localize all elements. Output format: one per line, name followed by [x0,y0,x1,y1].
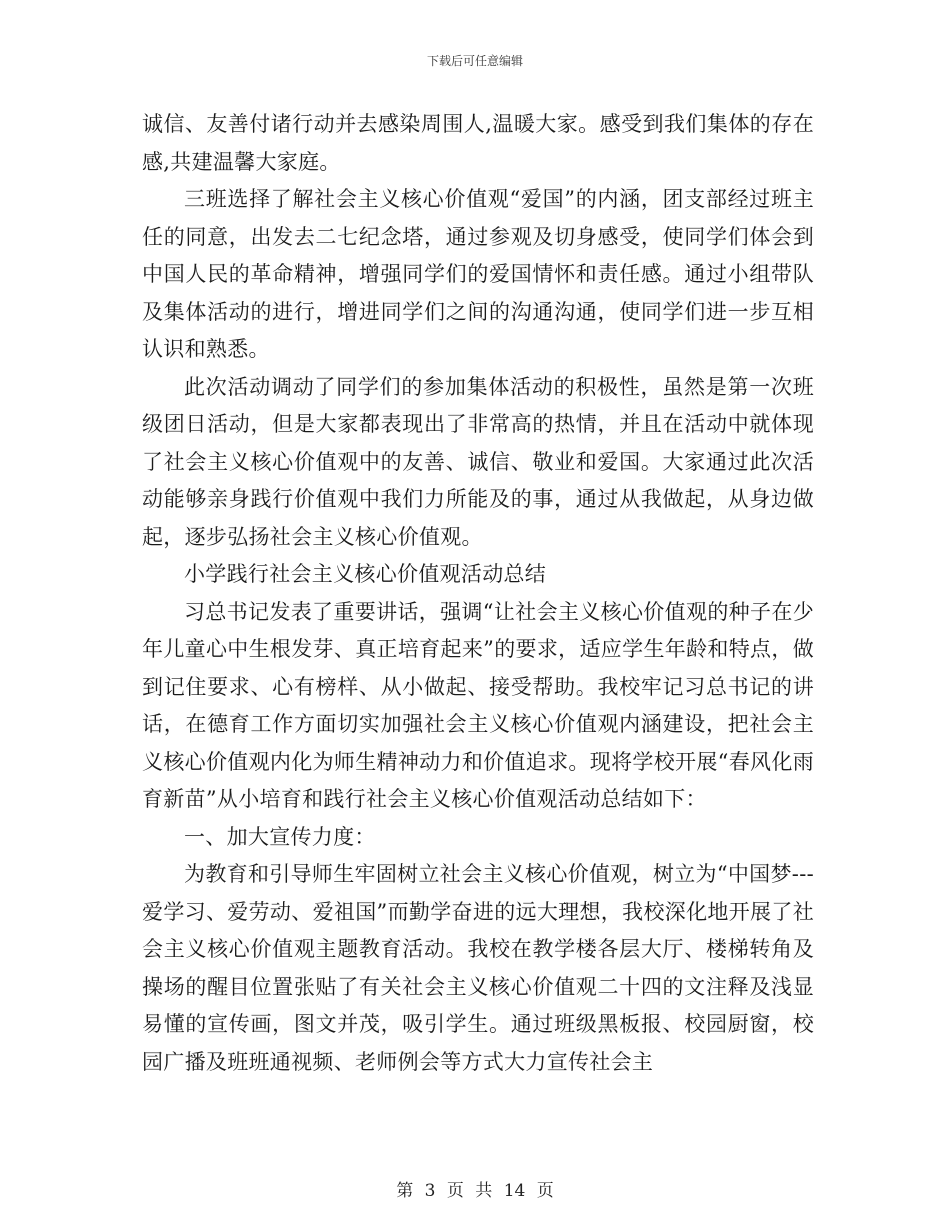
page-number: 第 3 页 共 14 页 [396,1181,554,1201]
paragraph-2: 三班选择了解社会主义核心价值观“爱国”的内涵，团支部经过班主任的同意，出发去二七纪念塔，通过参观及切身感受，使同学们体会到中国人民的革命精神，增强同学们的爱国情怀和责任感。通过小组带队及集体活动的进行，增进同学们之间的沟通沟通，使同学们进一步互相认识和熟悉。 [142,187,814,361]
section-title: 小学践行社会主义核心价值观活动总结 [184,562,547,586]
page-header: 下载后可任意编辑 [426,54,523,68]
document-body [142,106,814,1081]
paragraph-4: 习总书记发表了重要讲话，强调“让社会主义核心价值观的种子在少年儿童心中生根发芽、真正培育起来”的要求，适应学生年龄和特点，做到记住要求、心有榜样、从小做起、接受帮助。我校牢记习总书记的讲话，在德育工作方面切实加强社会主义核心价值观内涵建设，把社会主义核心价值观内化为师生精神动力和价值追求。现将学校开展“春风化雨育新苗”从小培育和践行社会主义核心价值观活动总结如下： [142,599,814,811]
paragraph-1: 诚信、友善付诸行动并去感染周围人,温暖大家。感受到我们集体的存在感,共建温馨大家庭。 [142,112,814,174]
subheading: 一、加大宣传力度： [184,824,376,849]
paragraph-3: 此次活动调动了同学们的参加集体活动的积极性，虽然是第一次班级团日活动，但是大家都表现出了非常高的热情，并且在活动中就体现了社会主义核心价值观中的友善、诚信、敬业和爱国。大家通过此次活动能够亲身践行价值观中我们力所能及的事，通过从我做起，从身边做起，逐步弘扬社会主义核心价值观。 [142,374,814,549]
paragraph-5: 为教育和引导师生牢固树立社会主义核心价值观，树立为“中国梦---爱学习、爱劳动、爱祖国”而勤学奋进的远大理想，我校深化地开展了社会主义核心价值观主题教育活动。我校在教学楼各层大厅、楼梯转角及操场的醒目位置张贴了有关社会主义核心价值观二十四的文注释及浅显易懂的宣传画，图文并茂，吸引学生。通过班级黑板报、校园厨窗，校园广播及班班通视频、老师例会等方式大力宣传社会主 [142,862,814,1074]
